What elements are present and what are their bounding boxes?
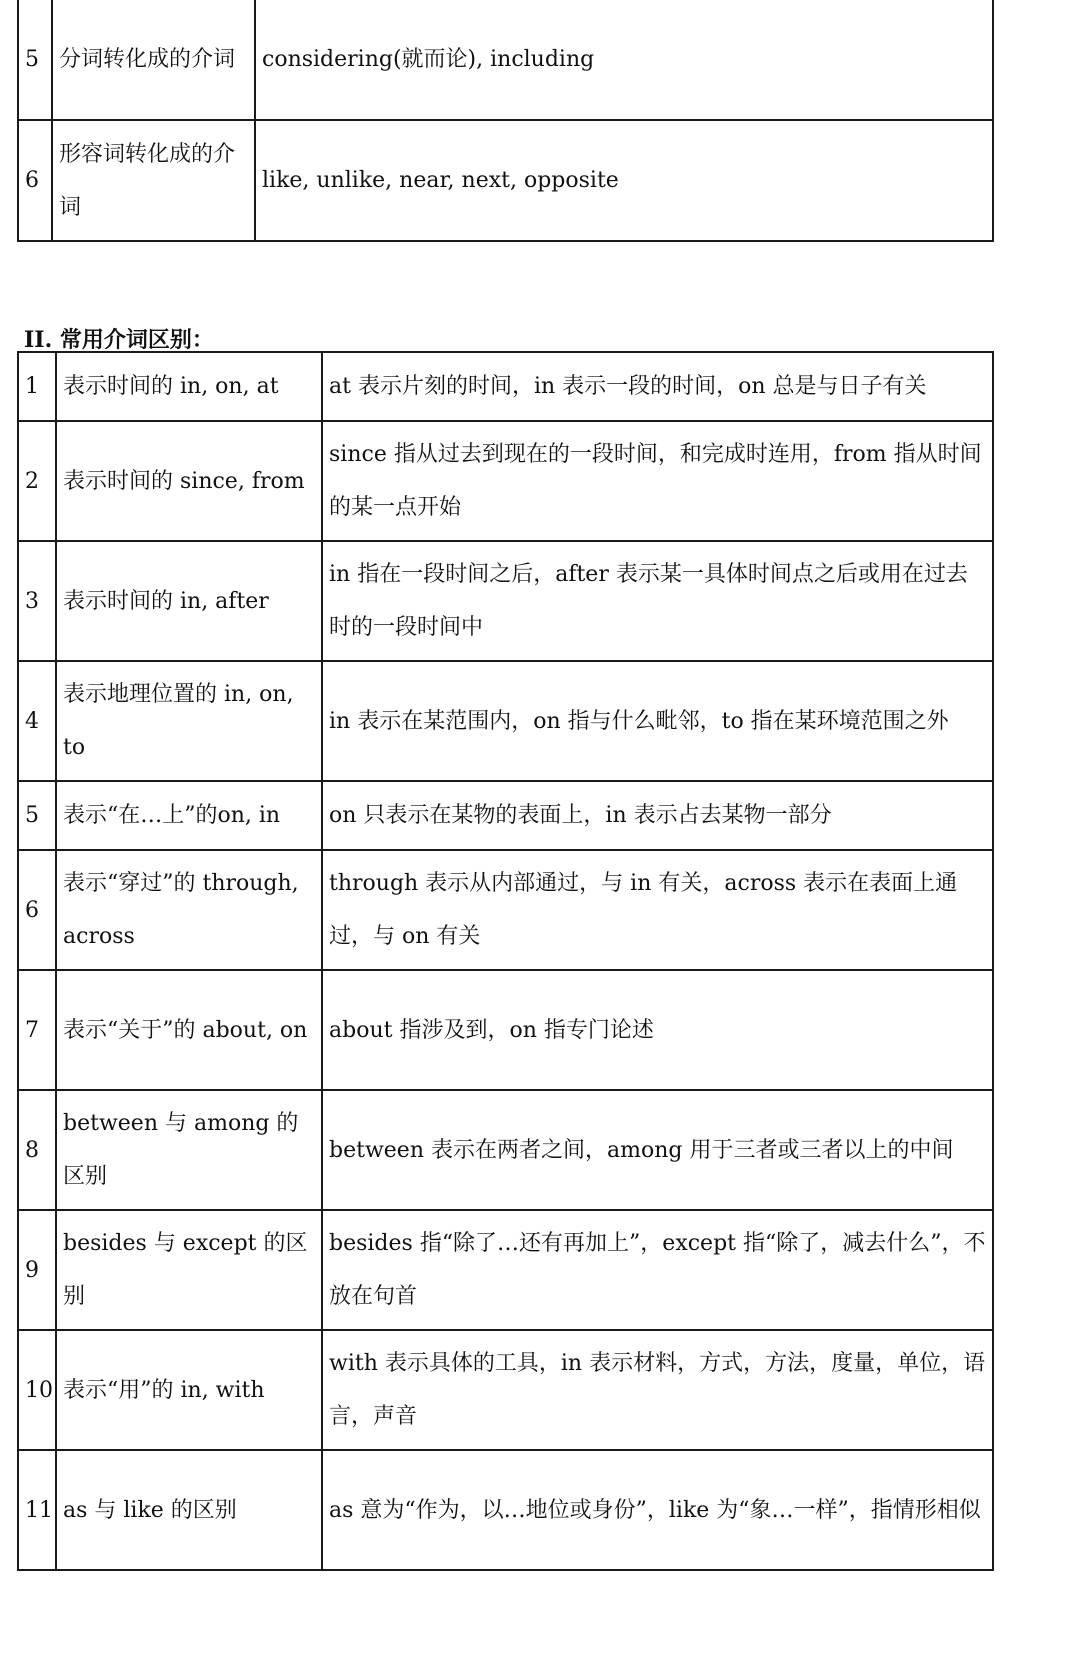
table-row — [18, 1210, 993, 1330]
row-number: 6 — [18, 850, 56, 970]
row-topic: 表示时间的 in, after — [56, 541, 322, 661]
row-topic: 表示时间的 since, from — [56, 421, 322, 541]
row-category: 分词转化成的介词 — [52, 0, 255, 120]
row-topic: between 与 among 的区别 — [56, 1090, 322, 1210]
table-row — [18, 1090, 993, 1210]
table-row — [18, 1450, 993, 1570]
row-topic: besides 与 except 的区别 — [56, 1210, 322, 1330]
row-topic: 表示“在…上”的on, in — [56, 781, 322, 850]
row-explanation: since 指从过去到现在的一段时间，和完成时连用，from 指从时间的某一点开始 — [322, 421, 993, 541]
row-number: 2 — [18, 421, 56, 541]
row-examples: like, unlike, near, next, opposite — [255, 120, 993, 241]
row-number: 5 — [18, 781, 56, 850]
row-explanation: as 意为“作为，以…地位或身份”，like 为“象…一样”，指情形相似 — [322, 1450, 993, 1570]
table-row — [18, 352, 993, 421]
row-number: 10 — [18, 1330, 56, 1450]
row-examples: considering(就而论), including — [255, 0, 993, 120]
row-topic: 表示地理位置的 in, on, to — [56, 661, 322, 781]
row-number: 8 — [18, 1090, 56, 1210]
row-explanation: on 只表示在某物的表面上，in 表示占去某物一部分 — [322, 781, 993, 850]
row-explanation: besides 指“除了…还有再加上”，except 指“除了，减去什么”，不放在句首 — [322, 1210, 993, 1330]
table-row — [18, 421, 993, 541]
section-heading: II. 常用介词区别： — [24, 327, 214, 353]
row-category: 形容词转化成的介词 — [52, 120, 255, 241]
row-number: 5 — [18, 0, 52, 120]
row-number: 9 — [18, 1210, 56, 1330]
row-explanation: in 指在一段时间之后，after 表示某一具体时间点之后或用在过去时的一段时间中 — [322, 541, 993, 661]
table-row — [18, 850, 993, 970]
row-number: 3 — [18, 541, 56, 661]
row-number: 1 — [18, 352, 56, 421]
table-row — [18, 781, 993, 850]
row-explanation: in 表示在某范围内，on 指与什么毗邻，to 指在某环境范围之外 — [322, 661, 993, 781]
table-row — [18, 120, 993, 241]
row-number: 4 — [18, 661, 56, 781]
table-row — [18, 970, 993, 1090]
table-row — [18, 1330, 993, 1450]
row-explanation: between 表示在两者之间，among 用于三者或三者以上的中间 — [322, 1090, 993, 1210]
row-topic: as 与 like 的区别 — [56, 1450, 322, 1570]
row-topic: 表示“关于”的 about, on — [56, 970, 322, 1090]
row-number: 7 — [18, 970, 56, 1090]
row-topic: 表示“用”的 in, with — [56, 1330, 322, 1450]
row-topic: 表示时间的 in, on, at — [56, 352, 322, 421]
row-explanation: at 表示片刻的时间，in 表示一段的时间，on 总是与日子有关 — [322, 352, 993, 421]
table-row — [18, 0, 993, 120]
table-row — [18, 661, 993, 781]
row-number: 6 — [18, 120, 52, 241]
row-explanation: with 表示具体的工具，in 表示材料，方式，方法，度量，单位，语言，声音 — [322, 1330, 993, 1450]
row-topic: 表示“穿过”的 through, across — [56, 850, 322, 970]
row-explanation: about 指涉及到，on 指专门论述 — [322, 970, 993, 1090]
preposition-types-table — [17, 0, 994, 242]
preposition-differences-table — [17, 351, 994, 1571]
table-row — [18, 541, 993, 661]
row-number: 11 — [18, 1450, 56, 1570]
row-explanation: through 表示从内部通过，与 in 有关，across 表示在表面上通过，与 on 有关 — [322, 850, 993, 970]
